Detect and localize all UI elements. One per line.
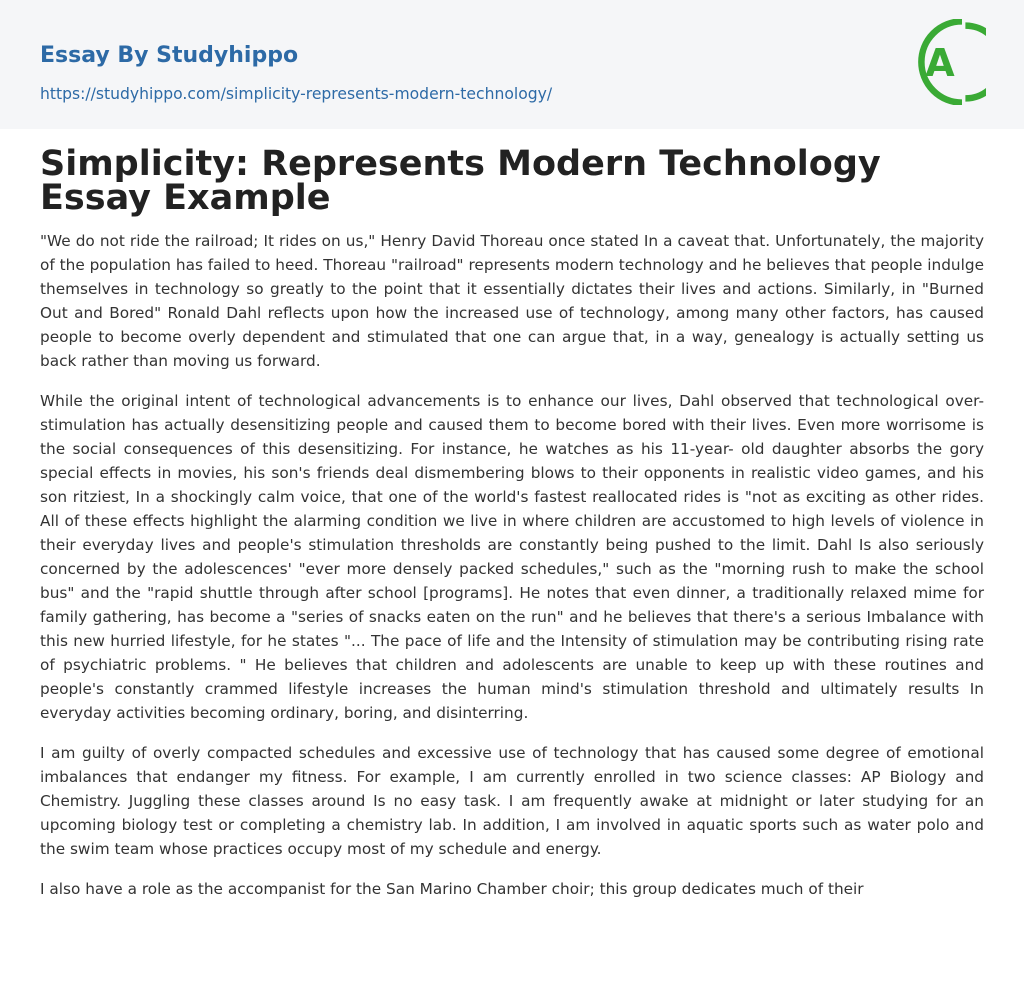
article-paragraph-1: "We do not ride the railroad; It rides on us," Henry David Thoreau once stated In a caveat that. Unfortunately, the majority of the population has failed to heed. Thoreau "railroad" represents modern technology and he believes that people indulge themselves in technology so greatly to the point that it essentially dictates their lives and actions. Similarly, in "Burned Out and Bored" Ronald Dahl reflects upon how the increased use of technology, among many other factors, has caused people to become overly dependent and stimulated that one can argue that, in a way, genealogy is actually setting us back rather than moving us forward. <box>40 232 984 370</box>
studyhippo-logo-icon[interactable] <box>912 19 986 105</box>
article-content <box>0 129 1024 901</box>
article-title: Simplicity: Represents Modern Technology Essay Example <box>40 144 881 218</box>
site-header <box>0 0 1024 129</box>
article-paragraph-2: While the original intent of technological advancements is to enhance our lives, Dahl observed that technological over-stimulation has actually desensitizing people and caused them to become bored with their lives. Even more worrisome is the social consequences of this desensitizing. For instance, he watches as his 11-year- old daughter absorbs the gory special effects in movies, his son's friends deal dismembering blows to their opponents in realistic video games, and his son ritziest, In a shockingly calm voice, that one of the world's fastest reallocated rides is "not as exciting as other rides. All of these effects highlight the alarming condition we live in where children are accustomed to high levels of violence in their everyday lives and people's stimulation thresholds are constantly being pushed to the limit. Dahl Is also seriously concerned by the adolescences' "ever more densely packed schedules," such as the "morning rush to make the school bus" and the "rapid shuttle through after school [programs]. He notes that even dinner, a traditionally relaxed mime for family gathering, has become a "series of snacks eaten on the run" and he believes that there's a serious Imbalance with this new hurried lifestyle, for he states "... The pace of life and the Intensity of stimulation may be contributing rising rate of psychiatric problems. " He believes that children and adolescents are unable to keep up with these routines and people's constantly crammed lifestyle increases the human mind's stimulation threshold and ultimately results In everyday activities becoming ordinary, boring, and disinterring. <box>40 392 984 722</box>
logo-letter: A <box>925 41 955 85</box>
article-paragraph-3: I am guilty of overly compacted schedules and excessive use of technology that has caused some degree of emotional imbalances that endanger my fitness. For example, I am currently enrolled in two science classes: AP Biology and Chemistry. Juggling these classes around Is no easy task. I am frequently awake at midnight or later studying for an upcoming biology test or completing a chemistry lab. In addition, I am involved in aquatic sports such as water polo and the swim team whose practices occupy most of my schedule and energy. <box>40 744 984 858</box>
article-url-link[interactable]: https://studyhippo.com/simplicity-represents-modern-technology/ <box>40 85 553 103</box>
article-paragraph-4: I also have a role as the accompanist for the San Marino Chamber choir; this group dedicates much of their <box>40 880 864 898</box>
site-brand[interactable]: Essay By Studyhippo <box>40 43 299 68</box>
